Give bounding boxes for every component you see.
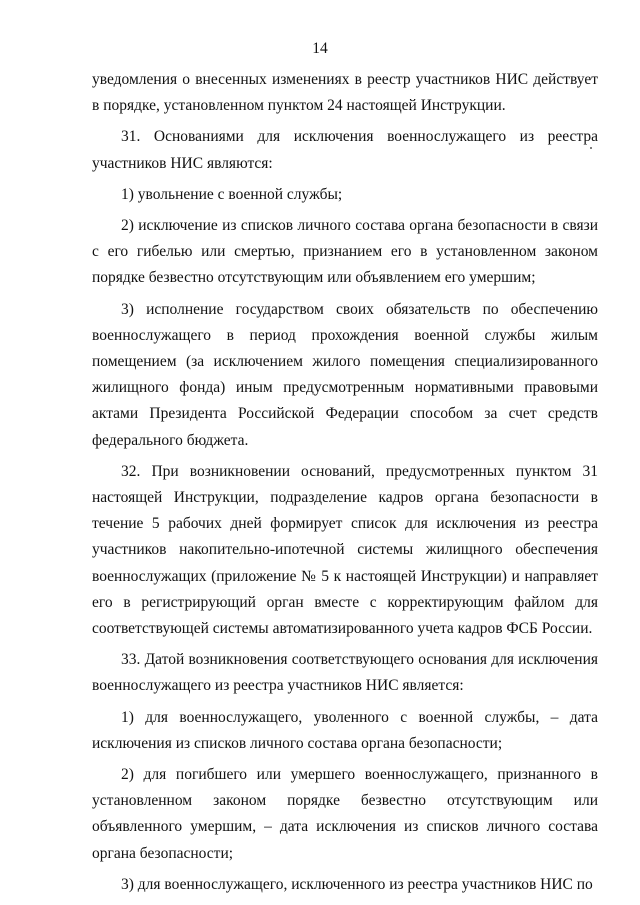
paragraph-item-31: 31. Основаниями для исключения военнослужащего из реестра участников НИС являются:: [92, 128, 598, 172]
paragraph-item-33: 33. Датой возникновения соответствующего основания для исключения военнослужащего из реестра участников НИС является:: [92, 651, 598, 695]
paragraph-item-32: 32. При возникновении оснований, предусмотренных пунктом 31 настоящей Инструкции, подразделение кадров органа безопасности в течение 5 рабочих дней формирует список для исключения из реестра участников накопительно-ипотечной системы жилищного обеспечения военнослужащих (приложение № 5 к настоящей Инструкции) и направляет его в регистрирующий орган вместе с корректирующим файлом для соответствующей системы автоматизированного учета кадров ФСБ России.: [92, 462, 598, 638]
paragraph-item-31-3: 3) исполнение государством своих обязательств по обеспечению военнослужащего в период прохождения военной службы жилым помещением (за исключением жилого помещения специализированного жилищного фонда) иным предусмотренным нормативными правовыми актами Президента Российской Федерации способом за счет средств федерального бюджета.: [92, 300, 598, 449]
scan-speck: [590, 147, 592, 149]
paragraph-continuation: уведомления о внесенных изменениях в реестр участников НИС действует в порядке, установленном пунктом 24 настоящей Инструкции.: [92, 71, 598, 115]
paragraph-item-31-1: 1) увольнение с военной службы;: [121, 185, 343, 203]
document-body: [92, 67, 598, 898]
paragraph-item-33-2: 2) для погибшего или умершего военнослужащего, признанного в установленном законом порядке безвестно отсутствующим или объявленного умершим, – дата исключения из списков личного состава органа безопасности;: [92, 766, 598, 862]
page-number: 14: [312, 40, 328, 57]
paragraph-item-31-2: 2) исключение из списков личного состава органа безопасности в связи с его гибелью или смертью, признанием его в установленном законом порядке безвестно отсутствующим или объявлением его умершим;: [92, 217, 598, 287]
paragraph-item-33-3: 3) для военнослужащего, исключенного из реестра участников НИС по: [121, 875, 593, 893]
paragraph-item-33-1: 1) для военнослужащего, уволенного с военной службы, – дата исключения из списков личного состава органа безопасности;: [92, 708, 598, 752]
